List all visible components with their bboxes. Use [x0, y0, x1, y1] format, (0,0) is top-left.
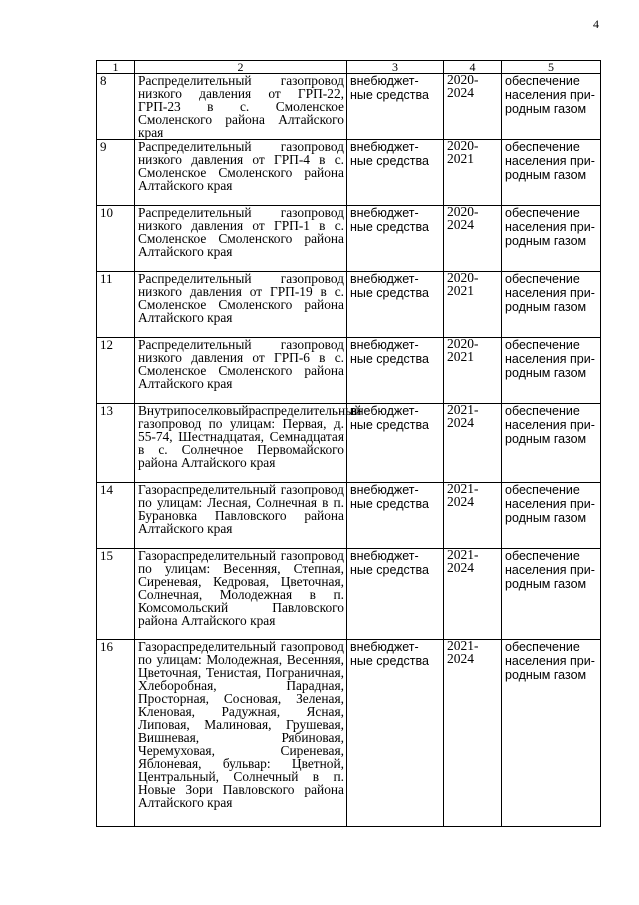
- table-row: [97, 140, 601, 206]
- purpose: обеспечение населения при-родным газом: [502, 404, 601, 483]
- page-number: 4: [593, 17, 599, 31]
- implementation-period: 2021-2024: [444, 404, 502, 483]
- table-row: [97, 640, 601, 827]
- purpose: обеспечение населения при-родным газом: [502, 206, 601, 272]
- purpose: обеспечение населения при-родным газом: [502, 483, 601, 549]
- funding-source: внебюджет-ные средства: [347, 640, 444, 827]
- funding-source: внебюджет-ные средства: [347, 549, 444, 640]
- implementation-period: 2020-2024: [444, 74, 502, 140]
- object-description: Газораспределительный газопровод по улицам: Молодежная, Весенняя, Цветочная, Тенистая, Пограничная, Хлеборобная, Парадная, Просторная, Сосновая, Зеленая, Кленовая, Радужная, Ясная, Липовая, Малиновая, Грушевая, Вишневая, Рябиновая, Черемуховая, Сиреневая, Яблоневая, бульвар: Цветной, Центральный, Солнечный в п. Новые Зори Павловского района Алтайского края: [135, 640, 347, 827]
- table-row: [97, 74, 601, 140]
- table-header-row: [97, 61, 601, 74]
- projects-table: [96, 60, 601, 827]
- purpose: обеспечение населения при-родным газом: [502, 74, 601, 140]
- table-row: [97, 338, 601, 404]
- object-description: Распределительный газопровод низкого давления от ГРП-19 в с. Смоленское Смоленского района Алтайского края: [135, 272, 347, 338]
- column-header: 3: [347, 61, 444, 74]
- column-header: 1: [97, 61, 135, 74]
- table-row: [97, 483, 601, 549]
- purpose: обеспечение населения при-родным газом: [502, 140, 601, 206]
- implementation-period: 2020-2021: [444, 338, 502, 404]
- implementation-period: 2020-2021: [444, 140, 502, 206]
- row-number: 16: [97, 640, 135, 827]
- row-number: 15: [97, 549, 135, 640]
- implementation-period: 2021-2024: [444, 549, 502, 640]
- table-row: [97, 206, 601, 272]
- funding-source: внебюджет-ные средства: [347, 338, 444, 404]
- purpose: обеспечение населения при-родным газом: [502, 549, 601, 640]
- row-number: 13: [97, 404, 135, 483]
- row-number: 11: [97, 272, 135, 338]
- implementation-period: 2020-2021: [444, 272, 502, 338]
- object-description: Газораспределительный газопровод по улицам: Лесная, Солнечная в п. Бурановка Павловского района Алтайского края: [135, 483, 347, 549]
- funding-source: внебюджет-ные средства: [347, 404, 444, 483]
- column-header: 5: [502, 61, 601, 74]
- implementation-period: 2021-2024: [444, 483, 502, 549]
- object-description: Распределительный газопровод низкого давления от ГРП-1 в с. Смоленское Смоленского района Алтайского края: [135, 206, 347, 272]
- purpose: обеспечение населения при-родным газом: [502, 338, 601, 404]
- row-number: 12: [97, 338, 135, 404]
- purpose: обеспечение населения при-родным газом: [502, 640, 601, 827]
- object-description: Распределительный газопровод низкого давления от ГРП-4 в с. Смоленское Смоленского района Алтайского края: [135, 140, 347, 206]
- column-header: 2: [135, 61, 347, 74]
- funding-source: внебюджет-ные средства: [347, 140, 444, 206]
- purpose: обеспечение населения при-родным газом: [502, 272, 601, 338]
- object-description: Внутрипоселковыйраспределительный газопровод по улицам: Первая, д. 55-74, Шестнадцатая, Семнадцатая в с. Солнечное Первомайского района Алтайского края: [135, 404, 347, 483]
- implementation-period: 2021-2024: [444, 640, 502, 827]
- funding-source: внебюджет-ные средства: [347, 272, 444, 338]
- row-number: 8: [97, 74, 135, 140]
- object-description: Распределительный газопровод низкого давления от ГРП-22, ГРП-23 в с. Смоленское Смоленского района Алтайского края: [135, 74, 347, 140]
- table-row: [97, 272, 601, 338]
- implementation-period: 2020-2024: [444, 206, 502, 272]
- funding-source: внебюджет-ные средства: [347, 483, 444, 549]
- funding-source: внебюджет-ные средства: [347, 74, 444, 140]
- row-number: 9: [97, 140, 135, 206]
- row-number: 10: [97, 206, 135, 272]
- row-number: 14: [97, 483, 135, 549]
- column-header: 4: [444, 61, 502, 74]
- funding-source: внебюджет-ные средства: [347, 206, 444, 272]
- object-description: Газораспределительный газопровод по улицам: Весенняя, Степная, Сиреневая, Кедровая, Цветочная, Солнечная, Молодежная в п. Комсомольский Павловского района Алтайского края: [135, 549, 347, 640]
- table-row: [97, 404, 601, 483]
- object-description: Распределительный газопровод низкого давления от ГРП-6 в с. Смоленское Смоленского района Алтайского края: [135, 338, 347, 404]
- table-row: [97, 549, 601, 640]
